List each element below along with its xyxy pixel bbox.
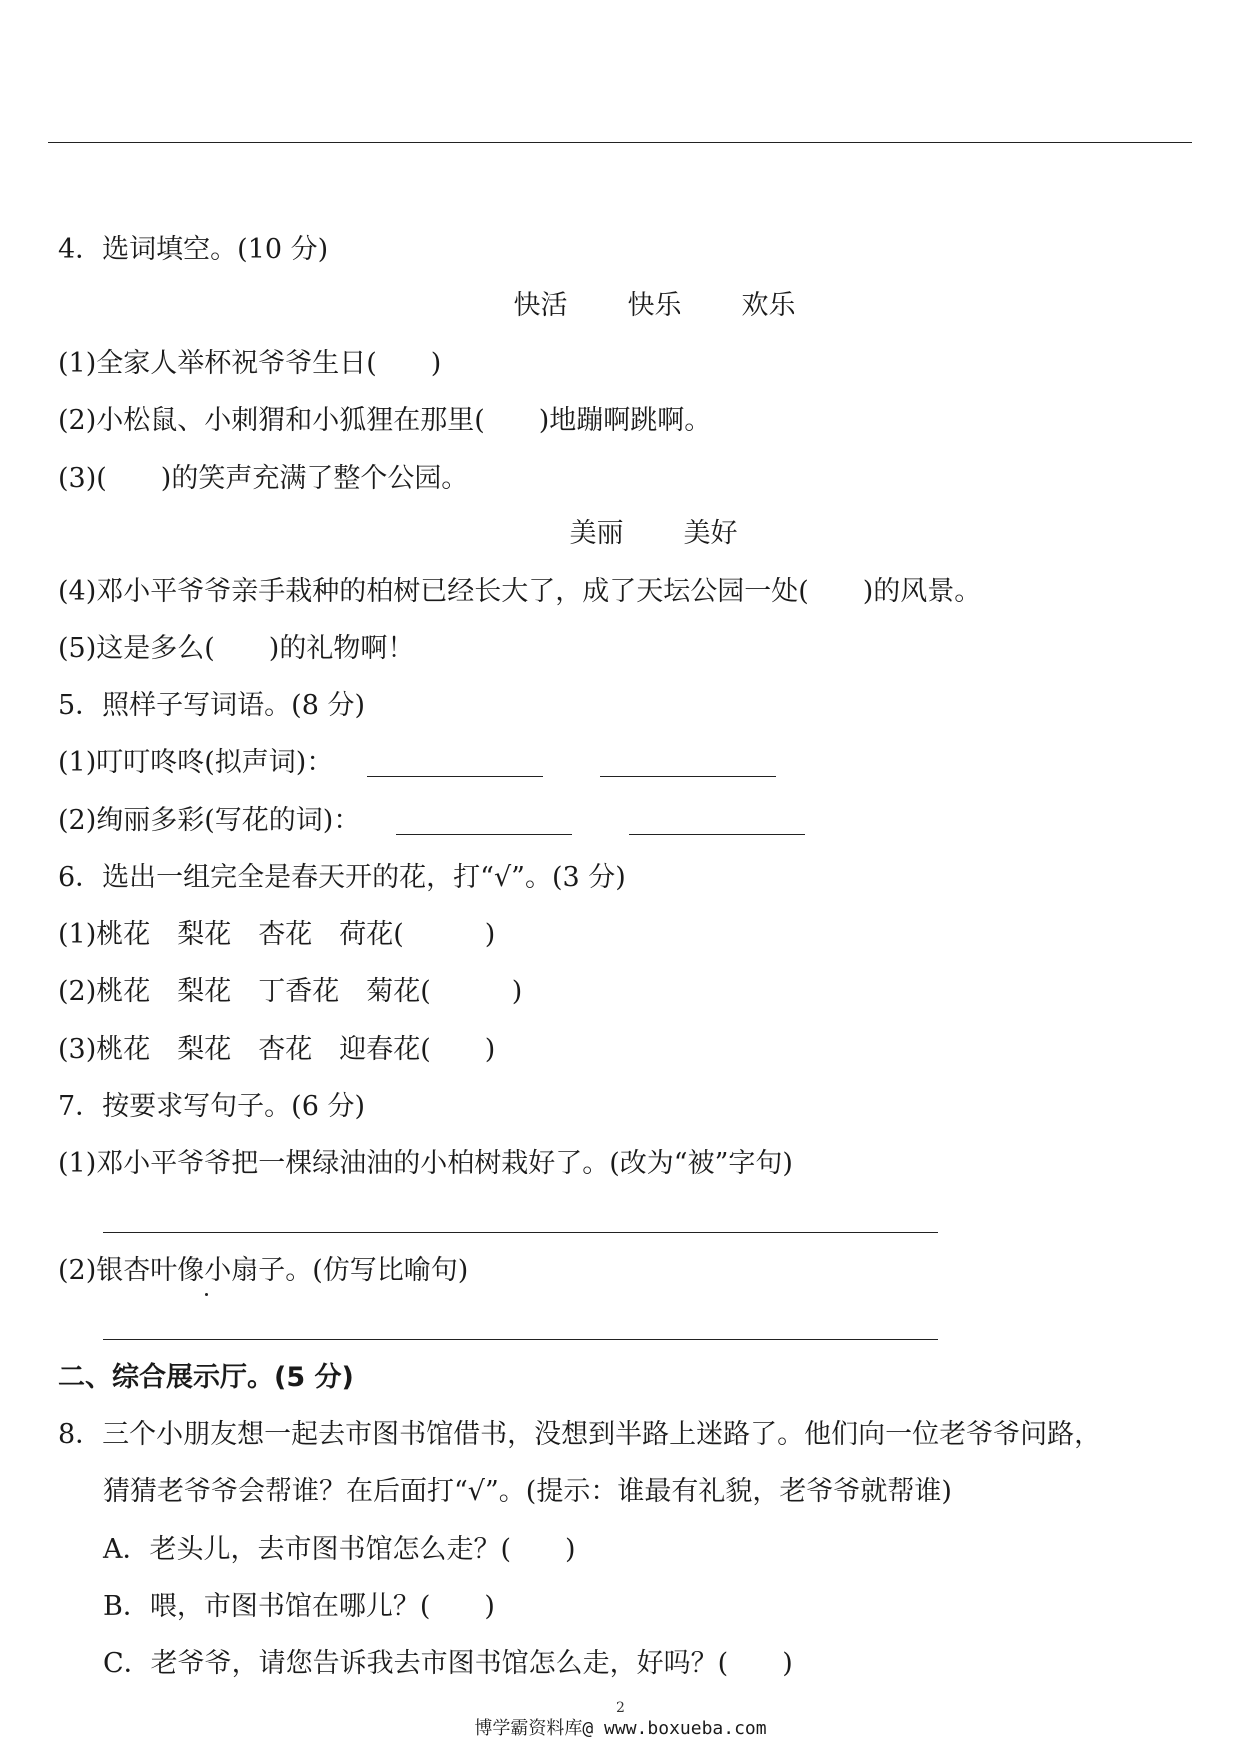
- q6-item-1: (1)桃花 梨花 杏花 荷花( ): [58, 919, 496, 950]
- q7-item-2: (2)银杏叶像小扇子。(仿写比喻句): [58, 1255, 469, 1286]
- q6-title: 6．选出一组完全是春天开的花，打“√”。(3 分): [58, 862, 626, 893]
- q8-option-a: A．老头儿，去市图书馆怎么走？( ): [103, 1534, 576, 1565]
- q4-item-5: (5)这是多么( )的礼物啊！: [58, 633, 415, 664]
- q7-item-1: (1)邓小平爷爷把一棵绿油油的小柏树栽好了。(改为“被”字句): [58, 1148, 793, 1179]
- word-option: 美好: [683, 518, 738, 549]
- q5-title: 5．照样子写词语。(8 分): [58, 690, 366, 721]
- q4-item-4: (4)邓小平爷爷亲手栽种的柏树已经长大了，成了天坛公园一处( )的风景。: [58, 576, 982, 607]
- q8-option-c: C．老爷爷，请您告诉我去市图书馆怎么走，好吗？( ): [103, 1648, 793, 1679]
- q5-item-1: [58, 747, 333, 779]
- q8-line-2: 猜猜老爷爷会帮谁？在后面打“√”。(提示：谁最有礼貌，老爷爷就帮谁): [103, 1476, 952, 1507]
- footer-watermark: 博学霸资料库@ www.boxueba.com: [474, 1718, 767, 1739]
- q4-word-bank-1: [0, 290, 1241, 322]
- q6-item-2: (2)桃花 梨花 丁香花 菊花( ): [58, 976, 523, 1007]
- word-option: 美丽: [569, 518, 624, 549]
- q4-item-3: (3)( )的笑声充满了整个公园。: [58, 463, 469, 494]
- section-2-title: 二、综合展示厅。(5 分): [58, 1362, 354, 1393]
- q5-item-2: [58, 805, 360, 837]
- blank-line[interactable]: [600, 776, 776, 777]
- header-rule: [48, 142, 1192, 143]
- emphasis-dot: [205, 1293, 208, 1296]
- blank-line[interactable]: [629, 834, 805, 835]
- word-option: 欢乐: [741, 290, 796, 321]
- q8-option-b: B．喂，市图书馆在哪儿？( ): [103, 1591, 495, 1622]
- page-number: 2: [616, 1700, 625, 1716]
- answer-line[interactable]: [103, 1339, 938, 1340]
- q8-line-1: 8．三个小朋友想一起去市图书馆借书，没想到半路上迷路了。他们向一位老爷爷问路，: [58, 1419, 1102, 1450]
- blank-line[interactable]: [396, 834, 572, 835]
- q5-item-1-label: (1)叮叮咚咚(拟声词)：: [58, 747, 334, 778]
- blank-line[interactable]: [367, 776, 543, 777]
- q7-title: 7．按要求写句子。(6 分): [58, 1091, 366, 1122]
- q6-item-3: (3)桃花 梨花 杏花 迎春花( ): [58, 1034, 496, 1065]
- word-option: 快活: [513, 290, 568, 321]
- q4-item-1: (1)全家人举杯祝爷爷生日( ): [58, 348, 442, 379]
- word-option: 快乐: [627, 290, 682, 321]
- q4-item-2: (2)小松鼠、小刺猬和小狐狸在那里( )地蹦啊跳啊。: [58, 405, 712, 436]
- q5-item-2-label: (2)绚丽多彩(写花的词)：: [58, 805, 361, 836]
- answer-line[interactable]: [103, 1232, 938, 1233]
- q4-title: 4．选词填空。(10 分): [58, 234, 329, 265]
- q4-word-bank-2: [0, 518, 1241, 550]
